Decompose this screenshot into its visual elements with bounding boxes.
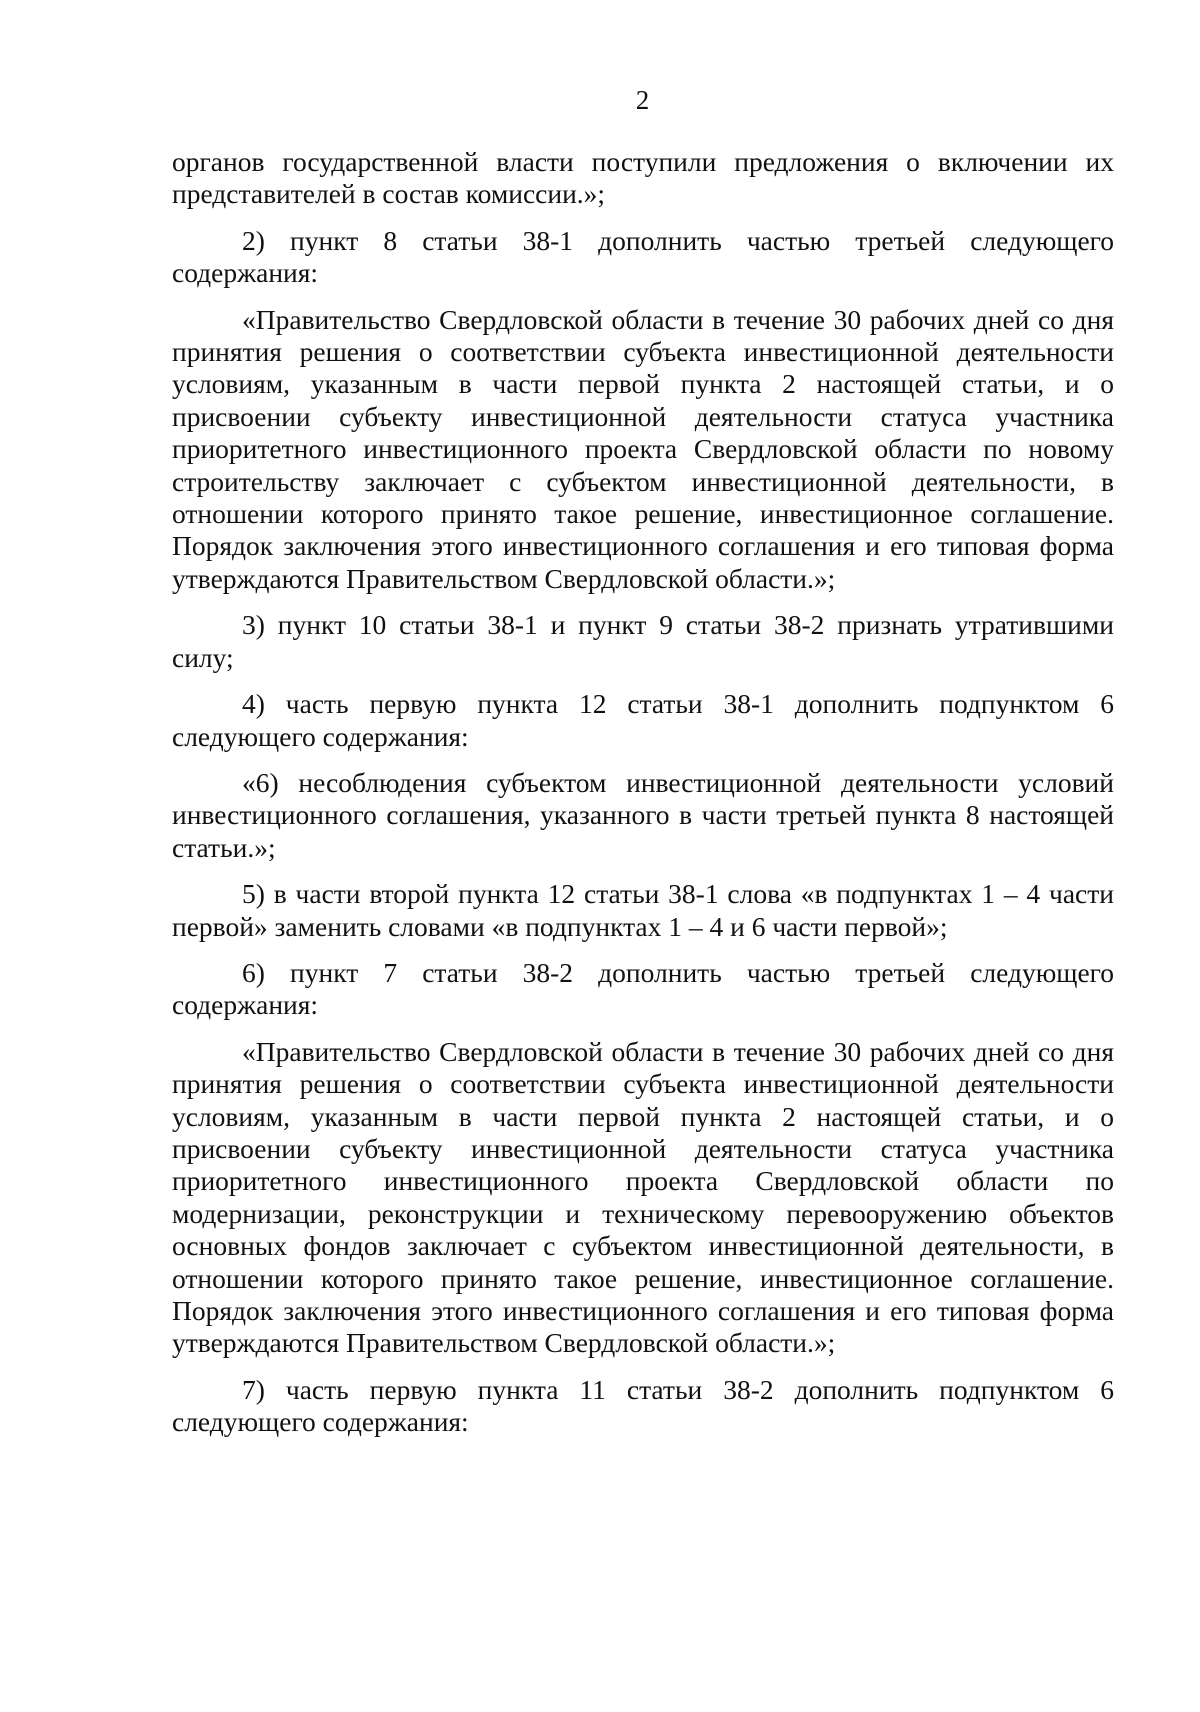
paragraph-7: 5) в части второй пункта 12 статьи 38-1 слова «в подпунктах 1 – 4 части первой» заменить словами «в подпунктах 1 – 4 и 6 части первой»;: [172, 878, 1114, 942]
paragraph-4: 3) пункт 10 статьи 38-1 и пункт 9 статьи 38-2 признать утратившими силу;: [172, 609, 1114, 673]
page-number: 2: [635, 85, 650, 115]
paragraph-3: «Правительство Свердловской области в течение 30 рабочих дней со дня принятия решения о соответствии субъекта инвестиционной деятельности условиям, указанным в части первой пункта 2 настоящей статьи, и о присвоении субъекту инвестиционной деятельности статуса участника приоритетного инвестиционного проекта Свердловской области по новому строительству заключает с субъектом инвестиционной деятельности, в отношении которого принято такое решение, инвестиционное соглашение. Порядок заключения этого инвестиционного соглашения и его типовая форма утверждаются Правительством Свердловской области.»;: [172, 303, 1114, 594]
paragraph-5: 4) часть первую пункта 12 статьи 38-1 дополнить подпунктом 6 следующего содержания:: [172, 688, 1114, 752]
paragraph-8: 6) пункт 7 статьи 38-2 дополнить частью третьей следующего содержания:: [172, 956, 1114, 1021]
paragraph-6: «6) несоблюдения субъектом инвестиционной деятельности условий инвестиционного соглашения, указанного в части третьей пункта 8 настоящей статьи.»;: [172, 766, 1114, 863]
paragraph-9: «Правительство Свердловской области в течение 30 рабочих дней со дня принятия решения о соответствии субъекта инвестиционной деятельности условиям, указанным в части первой пункта 2 настоящей статьи, и о присвоении субъекту инвестиционной деятельности статуса участника приоритетного инвестиционного проекта Свердловской области по модернизации, реконструкции и техническому перевооружению объектов основных фондов заключает с субъектом инвестиционной деятельности, в отношении которого принято такое решение, инвестиционное соглашение. Порядок заключения этого инвестиционного соглашения и его типовая форма утверждаются Правительством Свердловской области.»;: [172, 1035, 1114, 1359]
document-body: [172, 146, 1114, 1453]
paragraph-10: 7) часть первую пункта 11 статьи 38-2 дополнить подпунктом 6 следующего содержания:: [172, 1373, 1114, 1438]
paragraph-2: 2) пункт 8 статьи 38-1 дополнить частью третьей следующего содержания:: [172, 224, 1114, 289]
paragraph-1: органов государственной власти поступили предложения о включении их представителей в состав комиссии.»;: [172, 146, 1114, 210]
